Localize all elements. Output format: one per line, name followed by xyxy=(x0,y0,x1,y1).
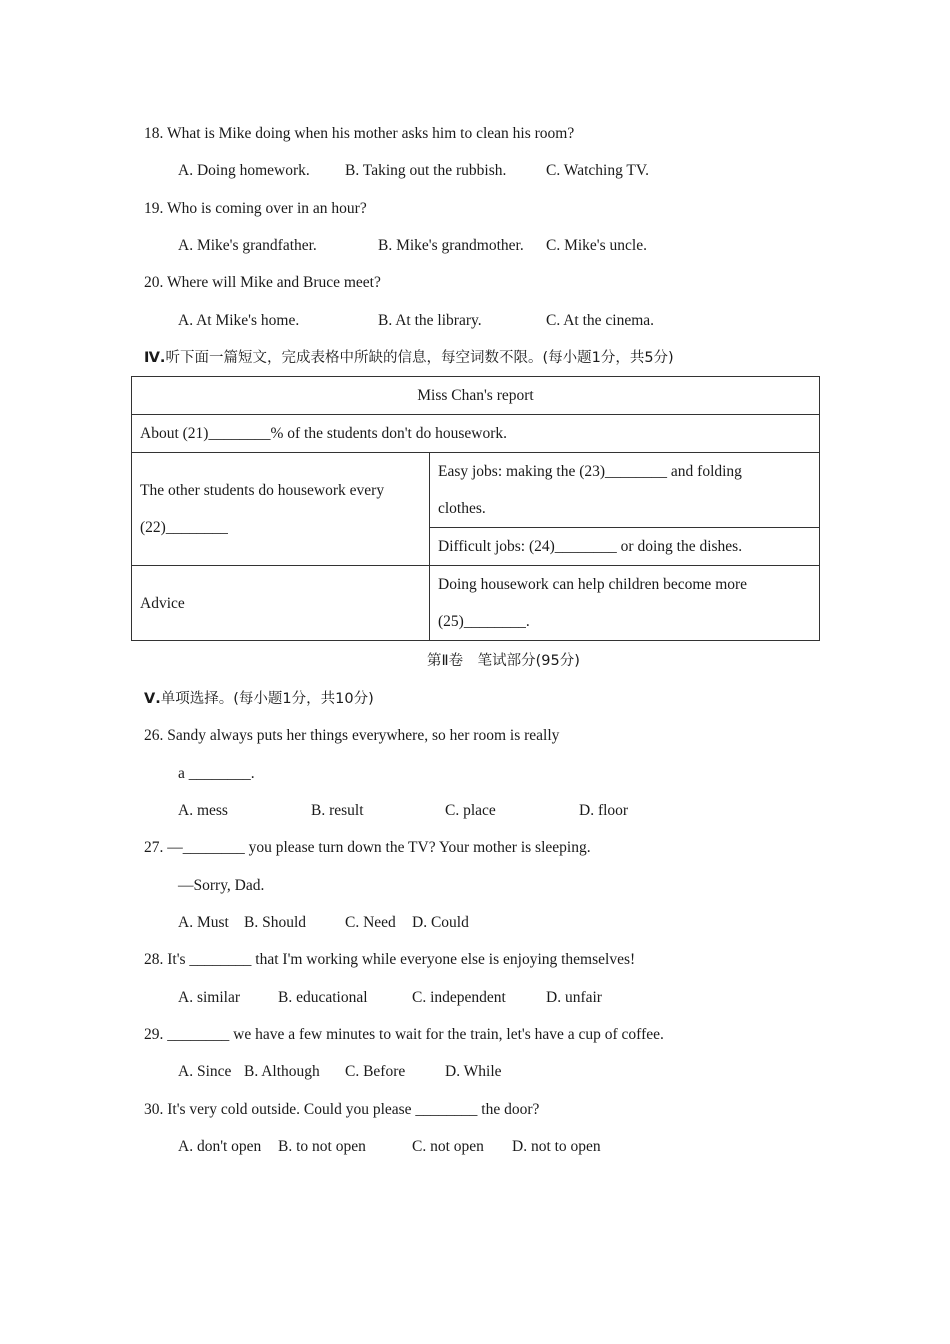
question-29-stem: 29. ________ we have a few minutes to wait for the train, let's have a cup of coffee. xyxy=(144,1026,664,1043)
question-27-option-b: B. Should xyxy=(244,914,307,931)
section-4-heading xyxy=(144,348,674,368)
easy-jobs-line-1: Easy jobs: making the (23)________ and folding xyxy=(438,463,742,480)
table-cell-advice xyxy=(430,566,820,641)
question-19-option-a: A. Mike's grandfather. xyxy=(178,237,317,254)
question-26-option-c: C. place xyxy=(445,802,496,819)
question-28-option-c: C. independent xyxy=(412,989,506,1006)
table-title: Miss Chan's report xyxy=(132,377,820,415)
question-19-option-b: B. Mike's grandmother. xyxy=(378,237,524,254)
question-28-stem: 28. It's ________ that I'm working while everyone else is enjoying themselves! xyxy=(144,951,636,968)
question-20-option-b: B. At the library. xyxy=(378,312,482,329)
question-30-option-a: A. don't open xyxy=(178,1138,262,1155)
question-30-stem: 30. It's very cold outside. Could you please ________ the door? xyxy=(144,1101,540,1118)
question-26-option-a: A. mess xyxy=(178,802,228,819)
question-26-stem-continued: a ________. xyxy=(178,765,255,782)
table-cell-easy-jobs xyxy=(430,453,820,528)
question-30-option-c: C. not open xyxy=(412,1138,484,1155)
report-table xyxy=(131,376,820,641)
advice-line-1: Doing housework can help children become more xyxy=(438,576,748,593)
table-row xyxy=(132,415,820,453)
question-27-option-a: A. Must xyxy=(178,914,229,931)
question-20-option-c: C. At the cinema. xyxy=(546,312,655,329)
part-2-title: 第Ⅱ卷 笔试部分(95分) xyxy=(427,653,580,669)
table-row xyxy=(132,377,820,415)
question-27-reply: —Sorry, Dad. xyxy=(178,877,265,894)
question-26-option-b: B. result xyxy=(311,802,364,819)
question-29-option-a: A. Since xyxy=(178,1063,232,1080)
question-18-option-a: A. Doing homework. xyxy=(178,162,310,179)
easy-jobs-line-2: clothes. xyxy=(438,500,486,517)
section-4-instructions: 听下面一篇短文，完成表格中所缺的信息，每空词数不限。(每小题1分，共5分) xyxy=(165,350,674,366)
question-18-stem: 18. What is Mike doing when his mother asks him to clean his room? xyxy=(144,125,575,142)
advice-line-2: (25)________. xyxy=(438,613,530,630)
question-28-option-d: D. unfair xyxy=(546,989,602,1006)
section-5-heading xyxy=(144,689,374,709)
question-18-option-c: C. Watching TV. xyxy=(546,162,649,179)
question-29-option-c: C. Before xyxy=(345,1063,406,1080)
table-row-21: About (21)________% of the students don't do housework. xyxy=(132,415,820,453)
question-30-option-b: B. to not open xyxy=(278,1138,366,1155)
question-26-option-d: D. floor xyxy=(579,802,629,819)
question-20-stem: 20. Where will Mike and Bruce meet? xyxy=(144,274,381,291)
question-26-stem: 26. Sandy always puts her things everywhere, so her room is really xyxy=(144,727,560,744)
question-19-stem: 19. Who is coming over in an hour? xyxy=(144,200,367,217)
question-27-option-d: D. Could xyxy=(412,914,469,931)
table-cell-difficult-jobs: Difficult jobs: (24)________ or doing the dishes. xyxy=(430,528,820,566)
table-row xyxy=(132,453,820,528)
table-cell-advice-label: Advice xyxy=(132,566,430,641)
question-29-option-d: D. While xyxy=(445,1063,502,1080)
frequency-line-1: The other students do housework every xyxy=(140,482,385,499)
section-5-instructions: 单项选择。(每小题1分，共10分) xyxy=(160,691,374,707)
question-27-option-c: C. Need xyxy=(345,914,396,931)
frequency-line-2: (22)________ xyxy=(140,519,228,536)
question-28-option-b: B. educational xyxy=(278,989,368,1006)
question-27-stem: 27. —________ you please turn down the TV? Your mother is sleeping. xyxy=(144,839,591,856)
table-cell-frequency xyxy=(132,453,430,566)
table-row xyxy=(132,566,820,641)
section-4-number: Ⅳ. xyxy=(144,350,166,366)
question-18-option-b: B. Taking out the rubbish. xyxy=(345,162,507,179)
question-30-option-d: D. not to open xyxy=(512,1138,601,1155)
question-29-option-b: B. Although xyxy=(244,1063,320,1080)
question-28-option-a: A. similar xyxy=(178,989,240,1006)
section-5-number: Ⅴ. xyxy=(144,691,161,707)
question-19-option-c: C. Mike's uncle. xyxy=(546,237,647,254)
question-20-option-a: A. At Mike's home. xyxy=(178,312,300,329)
